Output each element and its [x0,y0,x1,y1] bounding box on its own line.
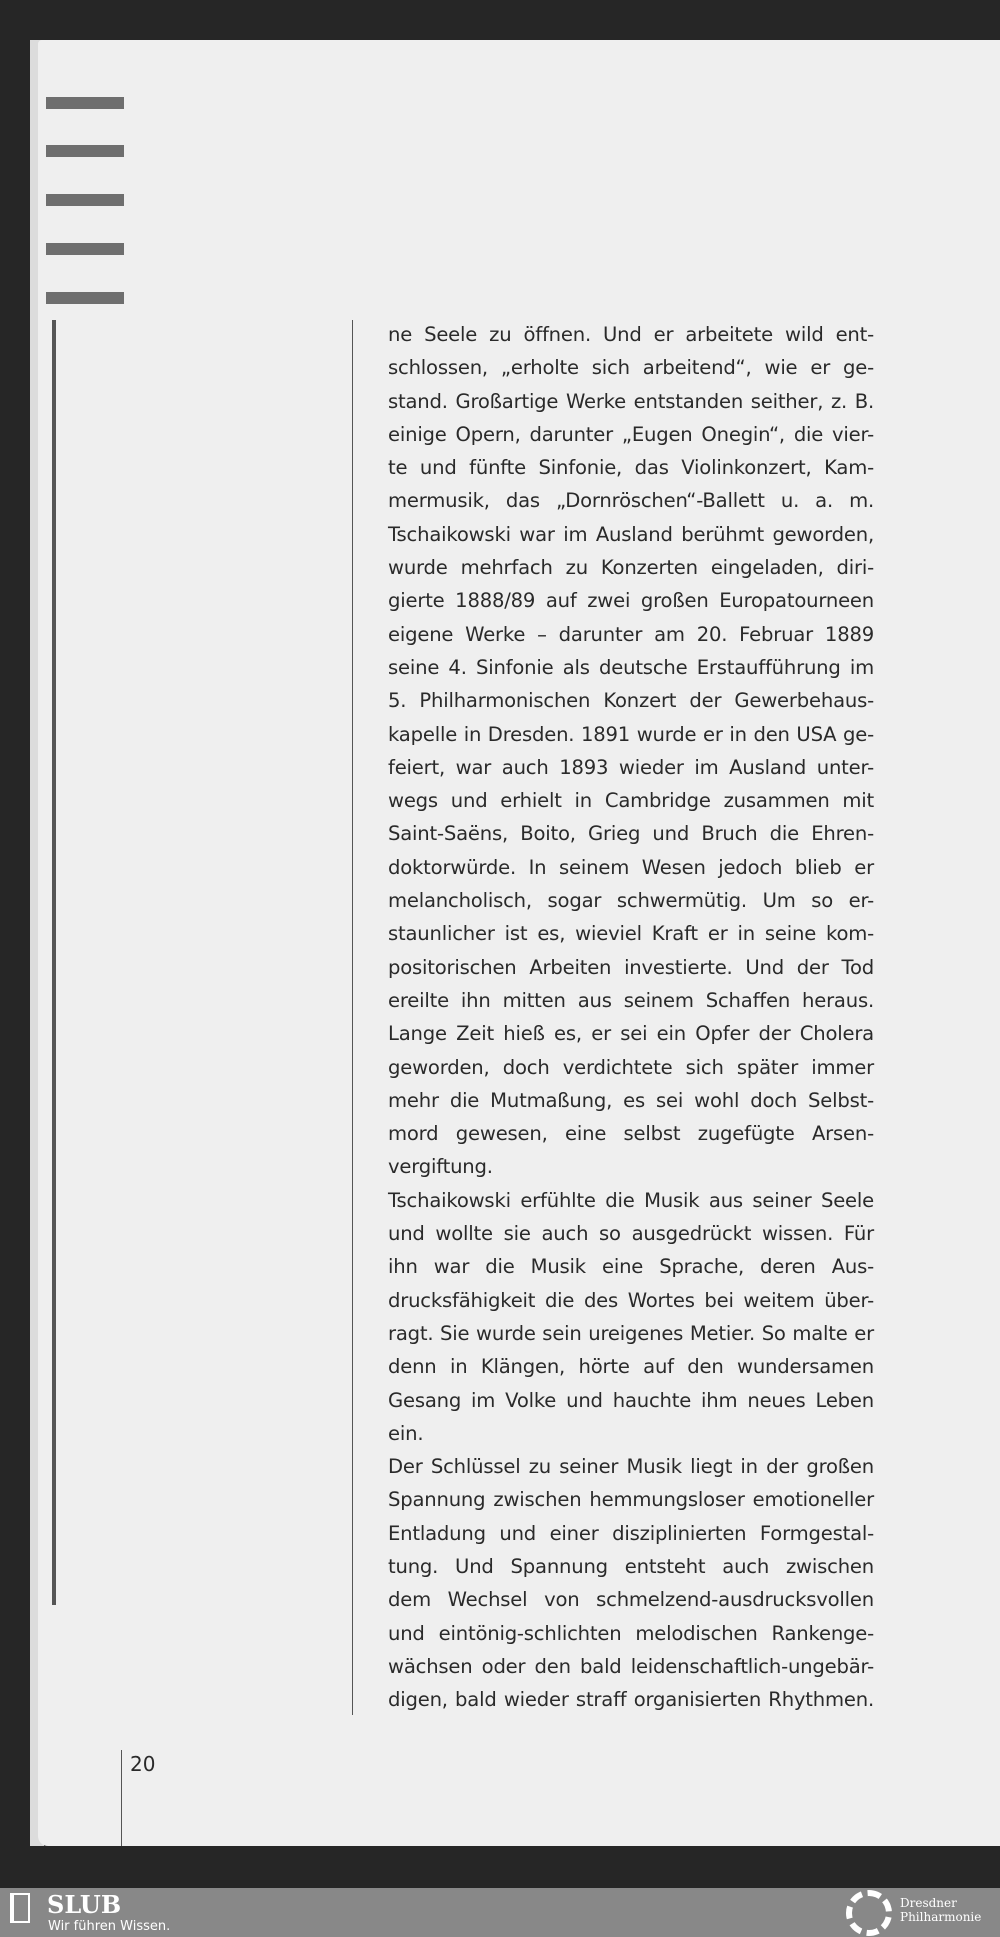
body-text [388,318,874,1716]
binder-tab [46,97,124,109]
margin-rule [52,320,56,1605]
text-line: seine 4. Sinfonie als deutsche Erstaufführung im [388,655,874,679]
text-line: Saint-Saëns, Boito, Grieg und Bruch die Ehren- [388,822,874,846]
slub-tagline: Wir führen Wissen. [48,1919,171,1934]
text-line: geworden, doch verdichtete sich später immer [388,1055,874,1079]
partner-line-2: Philharmonie [900,1910,982,1924]
text-line: mord gewesen, eine selbst zugefügte Arsen- [388,1122,874,1146]
text-line: ne Seele zu öffnen. Und er arbeitete wild ent- [388,323,874,346]
text-line: dem Wechsel von schmelzend-ausdrucksvollen [388,1588,874,1612]
text-line: staunlicher ist es, wieviel Kraft er in seine kom- [388,922,874,946]
text-line: wurde mehrfach zu Konzerten eingeladen, diri- [388,556,874,580]
text-line: mermusik, das „Dornröschen“-Ballett u. a. m. [388,489,874,513]
text-line: ereilte ihn mitten aus seinem Schaffen heraus. [388,988,874,1012]
text-line: melancholisch, sogar schwermütig. Um so er- [388,889,874,913]
text-line: Lange Zeit hieß es, er sei ein Opfer der Cholera [388,1022,874,1046]
slub-logo[interactable]: SLUB [47,1890,122,1919]
text-line: denn in Klängen, hörte auf den wundersamen [388,1355,874,1379]
binder-tab [46,292,124,304]
text-line: Tschaikowski erfühlte die Musik aus seiner Seele [388,1188,874,1212]
text-line: positorischen Arbeiten investierte. Und der Tod [388,955,874,979]
philharmonie-logo-icon [846,1890,892,1936]
book-icon [10,1893,30,1923]
text-line: gierte 1888/89 auf zwei großen Europatourneen [388,589,874,613]
text-line: wächsen oder den bald leidenschaftlich-ungebär- [388,1654,874,1678]
text-line: te und fünfte Sinfonie, das Violinkonzert, Kam- [388,456,874,480]
text-line: ragt. Sie wurde sein ureigenes Metier. So malte er [388,1321,874,1345]
binder-tab [46,145,124,157]
page-number: 20 [130,1752,156,1776]
text-line: vergiftung. [388,1155,493,1179]
column-rule [352,320,353,1715]
text-line: ihn war die Musik eine Sprache, deren Aus- [388,1255,874,1279]
page-number-rule [121,1750,122,1846]
binder-tab [46,243,124,255]
text-line: Tschaikowski war im Ausland berühmt geworden, [388,522,874,546]
text-line: wegs und erhielt in Cambridge zusammen mit [388,789,874,813]
text-line: ein. [388,1421,424,1445]
text-line: feiert, war auch 1893 wieder im Ausland unter- [388,755,874,779]
text-line: mehr die Mutmaßung, es sei wohl doch Selbst- [388,1088,874,1112]
text-line: drucksfähigkeit die des Wortes bei weitem über- [388,1288,874,1312]
text-line: eigene Werke – darunter am 20. Februar 1889 [388,622,874,646]
text-line: stand. Großartige Werke entstanden seither, z. B. [388,389,874,413]
text-line: Der Schlüssel zu seiner Musik liegt in der großen [388,1455,874,1479]
text-line: Gesang im Volke und hauchte ihm neues Leben [388,1388,874,1412]
text-line: und wollte sie auch so ausgedrückt wissen. Für [388,1222,874,1246]
text-line: digen, bald wieder straff organisierten Rhythmen. [388,1688,874,1712]
text-line: Spannung zwischen hemmungsloser emotioneller [388,1488,874,1512]
text-line: kapelle in Dresden. 1891 wurde er in den USA ge- [388,722,874,746]
partner-logo-text[interactable] [900,1896,981,1924]
text-line: 5. Philharmonischen Konzert der Gewerbehaus- [388,689,874,713]
text-line: einige Opern, darunter „Eugen Onegin“, die vier- [388,422,874,446]
partner-line-1: Dresdner [900,1896,957,1910]
text-line: und eintönig-schlichten melodischen Rankenge- [388,1621,874,1645]
binder-tab [46,194,124,206]
text-line: tung. Und Spannung entsteht auch zwischen [388,1554,874,1578]
text-line: doktorwürde. In seinem Wesen jedoch blieb er [388,855,874,879]
text-line: schlossen, „erholte sich arbeitend“, wie er ge- [388,356,874,380]
text-line: Entladung und einer disziplinierten Formgestal- [388,1521,874,1545]
